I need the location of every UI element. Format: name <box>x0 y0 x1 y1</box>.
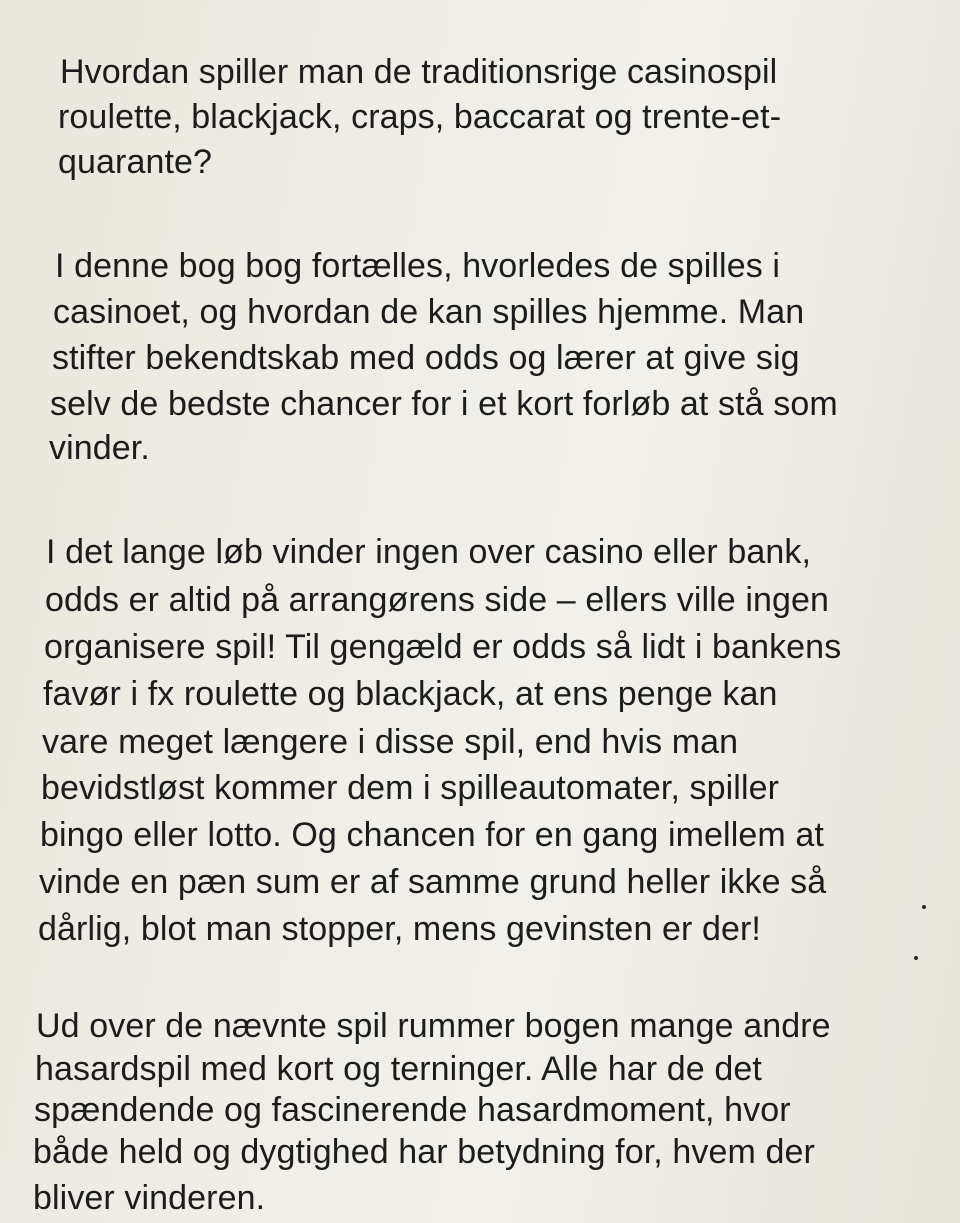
text-line: vare meget længere i disse spil, end hvis man <box>42 723 739 761</box>
text-line: vinder. <box>49 429 150 467</box>
text-line: dårlig, blot man stopper, mens gevinsten er der! <box>38 910 761 948</box>
text-line: stifter bekendtskab med odds og lærer at give sig <box>52 339 800 377</box>
text-line: organisere spil! Til gengæld er odds så lidt i bankens <box>44 628 842 666</box>
text-line: Hvordan spiller man de traditionsrige casinospil <box>60 53 778 91</box>
text-line: I denne bog bog fortælles, hvorledes de spilles i <box>55 247 781 285</box>
printing-speck <box>922 905 926 909</box>
text-line: bliver vinderen. <box>33 1179 266 1217</box>
text-line: roulette, blackjack, craps, baccarat og trente-et- <box>58 98 782 136</box>
text-line: odds er altid på arrangørens side – ellers ville ingen <box>45 581 830 619</box>
text-line: quarante? <box>58 143 213 181</box>
text-line: bevidstløst kommer dem i spilleautomater, spiller <box>41 769 780 807</box>
printing-speck <box>914 956 918 960</box>
text-line: selv de bedste chancer for i et kort forløb at stå som <box>50 385 838 423</box>
text-line: vinde en pæn sum er af samme grund heller ikke så <box>39 863 827 901</box>
text-line: I det lange løb vinder ingen over casino eller bank, <box>46 533 811 571</box>
text-line: spændende og fascinerende hasardmoment, hvor <box>34 1091 791 1129</box>
text-line: hasardspil med kort og terninger. Alle har de det <box>35 1050 762 1088</box>
text-line: Ud over de nævnte spil rummer bogen mange andre <box>36 1007 831 1045</box>
text-line: både held og dygtighed har betydning for, hvem der <box>33 1133 815 1171</box>
text-line: casinoet, og hvordan de kan spilles hjemme. Man <box>53 293 805 331</box>
text-line: favør i fx roulette og blackjack, at ens penge kan <box>43 675 778 713</box>
text-line: bingo eller lotto. Og chancen for en gang imellem at <box>40 816 824 854</box>
